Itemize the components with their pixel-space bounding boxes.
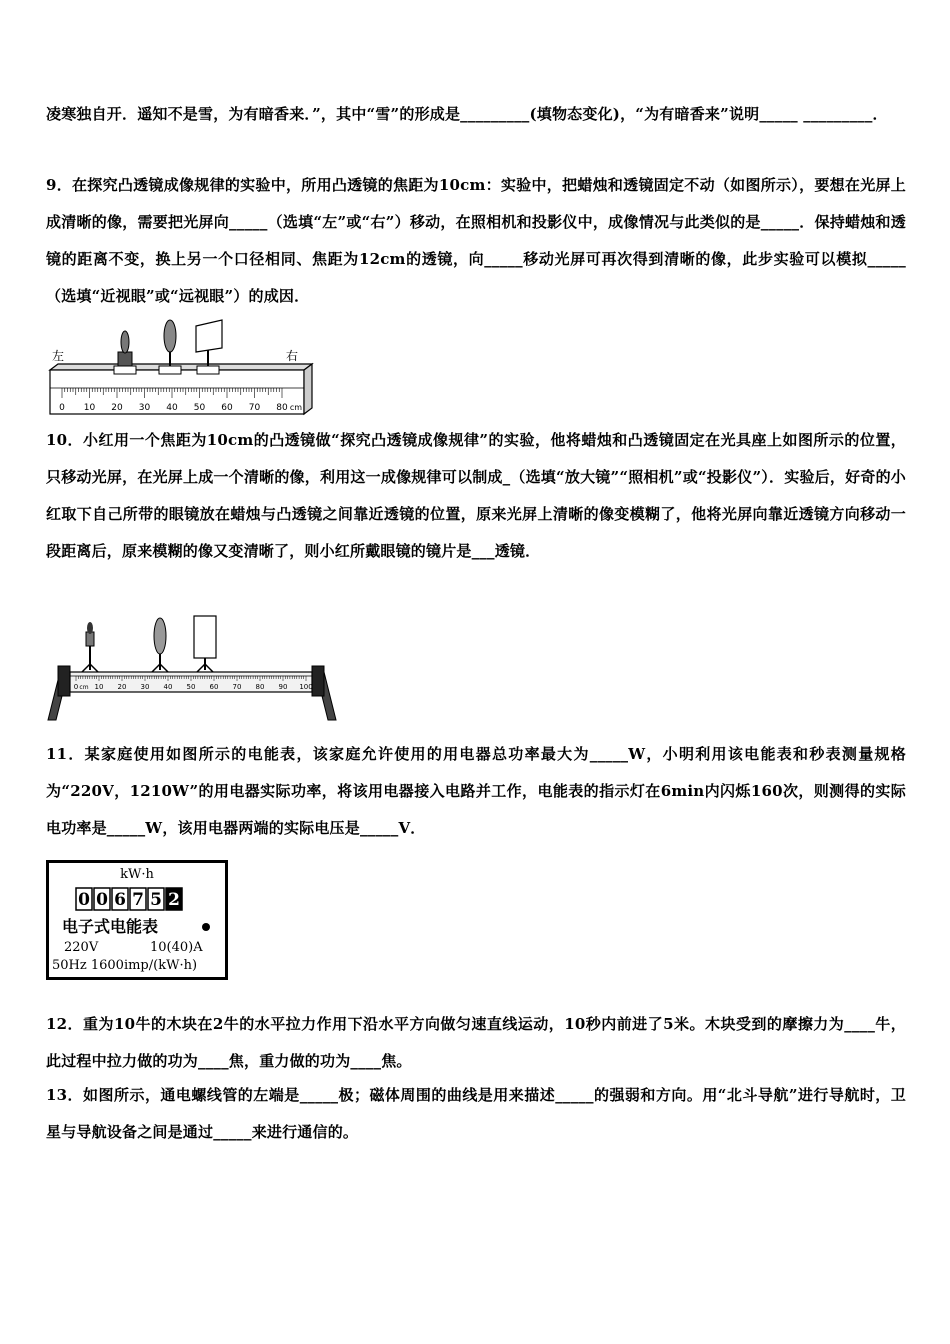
bench-2-tick-label: 60 xyxy=(209,683,219,691)
bench-2-tick-label: 90 xyxy=(278,683,288,691)
bench-2-tick-label: 70 xyxy=(232,683,242,691)
question-10: 10．小红用一个焦距为10cm的凸透镜做“探究凸透镜成像规律”的实验，他将蜡烛和凸透镜固定在光具座上如图所示的位置，只移动光屏，在光屏上成一个清晰的像，利用这一成像规律可以制成_（选填“放大镜”“照相机”或“投影仪”）．实验后，好奇的小红取下自己所带的眼镜放在蜡烛与凸透镜之间靠近透镜的位置，原来光屏上清晰的像变模糊了，他将光屏向靠近透镜方向移动一段距离后，原来模糊的像又变清晰了，则小红所戴眼镜的镜片是___透镜． xyxy=(46,431,906,560)
bench-2-tick-label: 50 xyxy=(186,683,196,691)
bench-1-tick-label: 70 xyxy=(248,403,261,413)
meter-digit: 2 xyxy=(168,890,180,910)
bench-1-tick-label: 40 xyxy=(166,403,178,413)
bench-2-tick-label: 30 xyxy=(140,683,150,691)
intro-paragraph: 凌寒独自开．遥知不是雪，为有暗香来．”，其中“雪”的形成是_________(填物态变化)，“为有暗香来”说明_____ _________． xyxy=(46,105,888,123)
meter-spec: 50Hz 1600imp/(kW·h) xyxy=(52,958,198,973)
bench-2-unit: cm xyxy=(79,684,89,691)
bench-2-tick-label: 100 xyxy=(299,683,313,691)
bench-1-unit: cm xyxy=(289,403,303,412)
bench-2-tick-label: 20 xyxy=(117,683,127,691)
meter-unit: kW·h xyxy=(120,867,154,882)
bench-2-tick-label: 40 xyxy=(163,683,173,691)
meter-name: 电子式电能表 xyxy=(62,917,159,936)
optical-bench-diagram-2 xyxy=(46,614,338,724)
meter-current: 10(40)A xyxy=(150,940,203,955)
meter-digit: 0 xyxy=(96,890,108,910)
meter-voltage: 220V xyxy=(64,940,99,955)
bench-1-tick-label: 60 xyxy=(221,403,233,413)
question-13: 13．如图所示，通电螺线管的左端是_____极；磁体周围的曲线是用来描述_____的强弱和方向。用“北斗导航”进行导航时，卫星与导航设备之间是通过_____来进行通信的。 xyxy=(46,1086,906,1141)
q11-figure xyxy=(46,860,228,984)
bench-1-tick-label: 30 xyxy=(138,403,151,413)
question-11: 11．某家庭使用如图所示的电能表，该家庭允许使用的用电器总功率最大为_____W，小明利用该电能表和秒表测量规格为“220V，1210W”的用电器实际功率，将该用电器接入电路并工作，电能表的指示灯在6min内闪烁160次，则测得的实际电功率是_____W，该用电器两端的实际电压是_____V． xyxy=(46,745,906,837)
bench-1-tick-label: 50 xyxy=(193,403,206,413)
meter-digit: 6 xyxy=(114,890,126,910)
bench-1-tick-label: 10 xyxy=(83,403,96,413)
bench-1-tick-label: 80 xyxy=(276,403,288,413)
meter-indicator-light xyxy=(202,923,210,931)
meter-digit: 7 xyxy=(132,890,144,910)
optical-bench-diagram-1 xyxy=(46,318,316,418)
meter-digit: 5 xyxy=(150,890,162,910)
q9-figure xyxy=(46,318,316,422)
bench-2-tick-label: 10 xyxy=(94,683,104,691)
bench-2-tick-label: 0 xyxy=(73,683,79,691)
question-9: 9．在探究凸透镜成像规律的实验中，所用凸透镜的焦距为10cm：实验中，把蜡烛和透镜固定不动（如图所示），要想在光屏上成清晰的像，需要把光屏向_____（选填“左”或“右”）移动，在照相机和投影仪中，成像情况与此类似的是_____．保持蜡烛和透镜的距离不变，换上另一个口径相同、焦距为12cm的透镜，向_____移动光屏可再次得到清晰的像，此步实验可以模拟_____（选填“近视眼”或“远视眼”）的成因． xyxy=(46,176,906,305)
q10-figure xyxy=(46,614,338,728)
question-12: 12．重为10牛的木块在2牛的水平拉力作用下沿水平方向做匀速直线运动，10秒内前进了5米。木块受到的摩擦力为____牛，此过程中拉力做的功为____焦，重力做的功为____焦。 xyxy=(46,1015,906,1070)
bench-1-tick-label: 20 xyxy=(111,403,123,413)
bench-right-label: 右 xyxy=(286,349,299,363)
bench-left-label: 左 xyxy=(52,349,65,363)
bench-1-tick-label: 0 xyxy=(59,403,65,413)
meter-digit: 0 xyxy=(78,890,90,910)
bench-2-tick-label: 80 xyxy=(255,683,265,691)
electric-meter-diagram xyxy=(46,860,228,980)
